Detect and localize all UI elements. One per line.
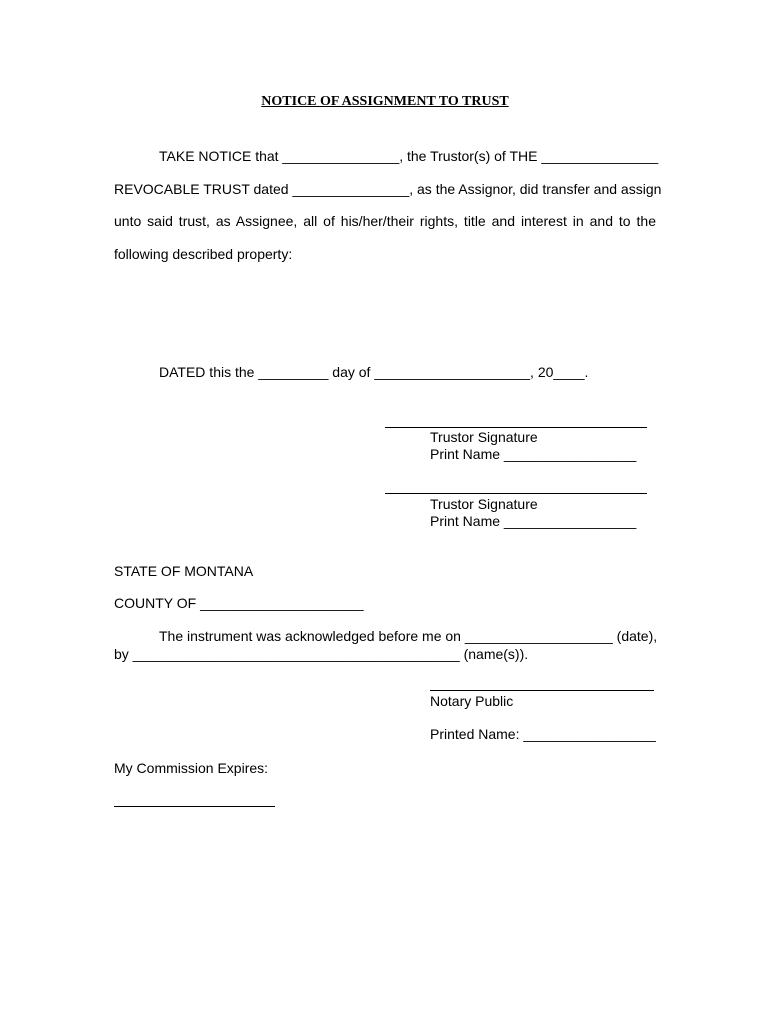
printed-name-line: Printed Name: _________________: [430, 726, 656, 742]
paragraph-line-1: TAKE NOTICE that _______________, the Trustor(s) of THE _______________: [159, 148, 659, 164]
print-name-2: Print Name _________________: [430, 513, 637, 529]
commission-date-line: [114, 806, 275, 807]
signature-line-2: [385, 493, 647, 494]
trustor-signature-label-2: Trustor Signature: [430, 496, 538, 512]
paragraph-line-3: unto said trust, as Assignee, all of his/her/their rights, title and interest in and to the: [114, 213, 656, 229]
paragraph-line-4: following described property:: [114, 246, 293, 262]
county-line: COUNTY OF _____________________: [114, 595, 364, 611]
trustor-signature-label-1: Trustor Signature: [430, 429, 538, 445]
acknowledgment-line-1: The instrument was acknowledged before me on ___________________ (date),: [159, 628, 658, 644]
notary-public-label: Notary Public: [430, 693, 514, 709]
commission-expires-label: My Commission Expires:: [114, 760, 269, 776]
dated-line: DATED this the _________ day of ____________________, 20____.: [159, 364, 589, 380]
document-title: NOTICE OF ASSIGNMENT TO TRUST: [261, 94, 509, 109]
print-name-1: Print Name _________________: [430, 446, 637, 462]
notary-signature-line: [430, 690, 654, 691]
acknowledgment-line-2: by __________________________________________ (name(s)).: [114, 646, 529, 662]
paragraph-line-2: REVOCABLE TRUST dated _______________, as the Assignor, did transfer and assign: [114, 181, 662, 197]
state-line: STATE OF MONTANA: [114, 563, 254, 579]
